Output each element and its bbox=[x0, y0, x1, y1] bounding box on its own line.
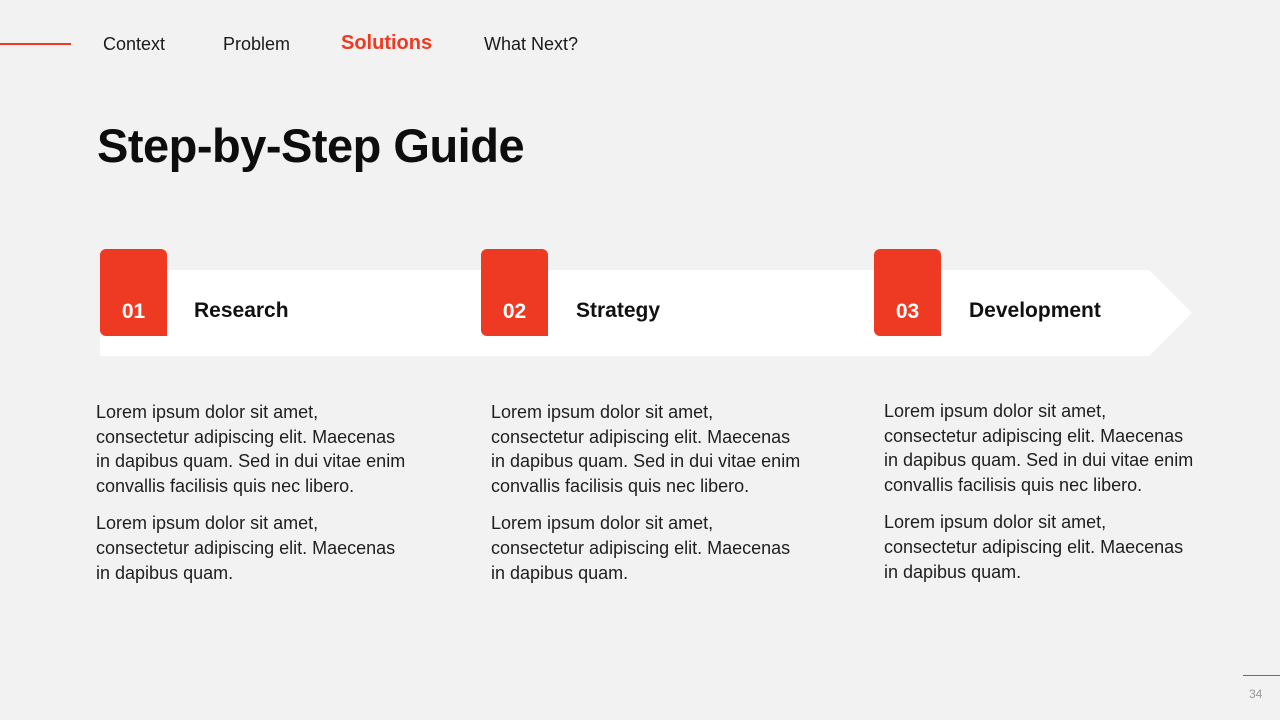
step-1-paragraph-1: Lorem ipsum dolor sit amet, consectetur adipiscing elit. Maecenas in dapibus quam. Sed in dui vitae enim convallis facilisis quis nec libero. bbox=[96, 402, 406, 496]
nav-item-problem[interactable]: Problem bbox=[223, 34, 291, 54]
nav-item-what-next[interactable]: What Next? bbox=[484, 34, 579, 54]
nav-item-solutions[interactable]: Solutions bbox=[341, 32, 433, 54]
step-number-badge-3: 03 bbox=[874, 249, 941, 336]
step-label-strategy: Strategy bbox=[576, 299, 661, 322]
step-3-paragraph-2: Lorem ipsum dolor sit amet, consectetur adipiscing elit. Maecenas in dapibus quam. bbox=[884, 512, 1184, 582]
step-label-research: Research bbox=[194, 299, 289, 322]
step-2-description bbox=[491, 400, 801, 598]
step-1-description bbox=[96, 400, 406, 598]
step-number-badge-2: 02 bbox=[481, 249, 548, 336]
header-accent-line bbox=[0, 43, 71, 45]
step-label-development: Development bbox=[969, 299, 1101, 322]
nav-item-context[interactable]: Context bbox=[103, 34, 166, 54]
step-2-paragraph-2: Lorem ipsum dolor sit amet, consectetur adipiscing elit. Maecenas in dapibus quam. bbox=[491, 513, 791, 583]
step-2-paragraph-1: Lorem ipsum dolor sit amet, consectetur adipiscing elit. Maecenas in dapibus quam. Sed in dui vitae enim convallis facilisis quis nec libero. bbox=[491, 402, 801, 496]
footer-accent-line bbox=[1243, 675, 1280, 676]
slide-title: Step-by-Step Guide bbox=[97, 119, 525, 172]
step-3-description bbox=[884, 399, 1194, 597]
page-number: 34 bbox=[1249, 687, 1263, 701]
step-1-paragraph-2: Lorem ipsum dolor sit amet, consectetur adipiscing elit. Maecenas in dapibus quam. bbox=[96, 513, 396, 583]
step-number-badge-1: 01 bbox=[100, 249, 167, 336]
step-3-paragraph-1: Lorem ipsum dolor sit amet, consectetur adipiscing elit. Maecenas in dapibus quam. Sed in dui vitae enim convallis facilisis quis nec libero. bbox=[884, 401, 1194, 495]
